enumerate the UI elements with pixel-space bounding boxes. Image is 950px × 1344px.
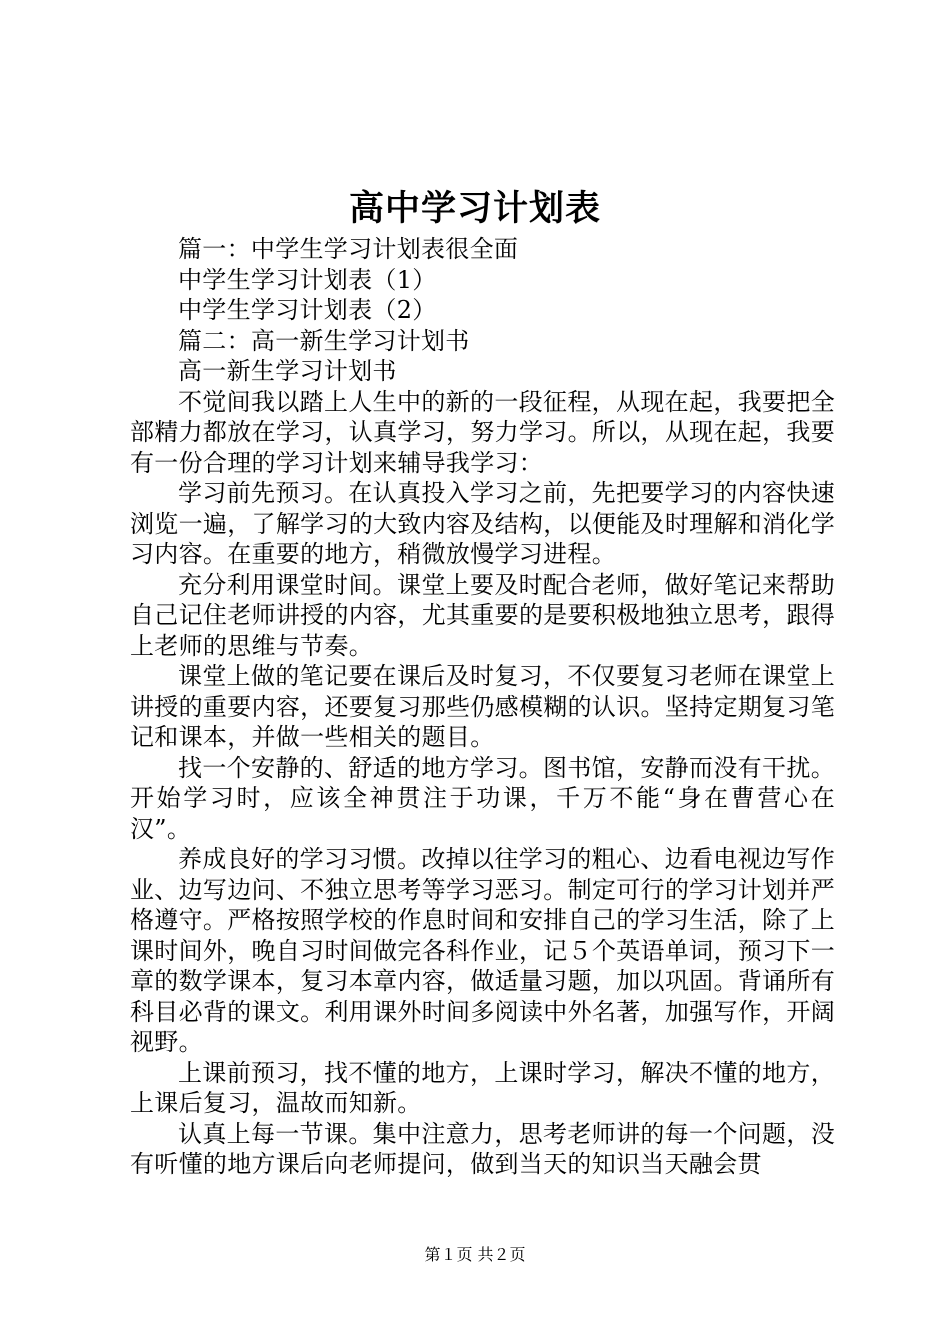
page-number-footer: 第１页 共２页 (424, 1245, 526, 1264)
document-body (130, 234, 835, 1180)
paragraph: 找一个安静的、舒适的地方学习。图书馆，安静而没有干扰。开始学习时，应该全神贯注于功课，千万不能“身在曹营心在汉”。 (130, 753, 835, 843)
paragraph: 中学生学习计划表（2） (178, 296, 437, 324)
paragraph: 篇一：中学生学习计划表很全面 (178, 235, 519, 263)
paragraph: 中学生学习计划表（1） (178, 265, 437, 294)
paragraph: 学习前先预习。在认真投入学习之前，先把要学习的内容快速浏览一遍，了解学习的大致内容及结构，以便能及时理解和消化学习内容。在重要的地方，稍微放慢学习进程。 (130, 479, 835, 568)
paragraph: 养成良好的学习习惯。改掉以往学习的粗心、边看电视边写作业、边写边问、不独立思考等学习恶习。制定可行的学习计划并严格遵守。严格按照学校的作息时间和安排自己的学习生活，除了上课时间外，晚自习时间做完各科作业，记５个英语单词，预习下一章的数学课本，复习本章内容，做适量习题，加以巩固。背诵所有科目必背的课文。利用课外时间多阅读中外名著，加强写作，开阔视野。 (130, 845, 835, 1056)
paragraph: 上课前预习，找不懂的地方，上课时学习，解决不懂的地方，上课后复习，温故而知新。 (130, 1058, 835, 1117)
paragraph: 认真上每一节课。集中注意力，思考老师讲的每一个问题，没有听懂的地方课后向老师提问，做到当天的知识当天融会贯 (130, 1119, 835, 1178)
paragraph: 不觉间我以踏上人生中的新的一段征程，从现在起，我要把全部精力都放在学习，认真学习，努力学习。所以，从现在起，我要有一份合理的学习计划来辅导我学习： (130, 387, 835, 477)
paragraph: 高一新生学习计划书 (178, 357, 397, 385)
paragraph: 课堂上做的笔记要在课后及时复习，不仅要复习老师在课堂上讲授的重要内容，还要复习那些仍感模糊的认识。坚持定期复习笔记和课本，并做一些相关的题目。 (130, 662, 835, 751)
paragraph: 充分利用课堂时间。课堂上要及时配合老师，做好笔记来帮助自己记住老师讲授的内容，尤其重要的是要积极地独立思考，跟得上老师的思维与节奏。 (130, 570, 835, 660)
paragraph: 篇二：高一新生学习计划书 (178, 326, 470, 355)
document-title: 高中学习计划表 (348, 188, 601, 229)
